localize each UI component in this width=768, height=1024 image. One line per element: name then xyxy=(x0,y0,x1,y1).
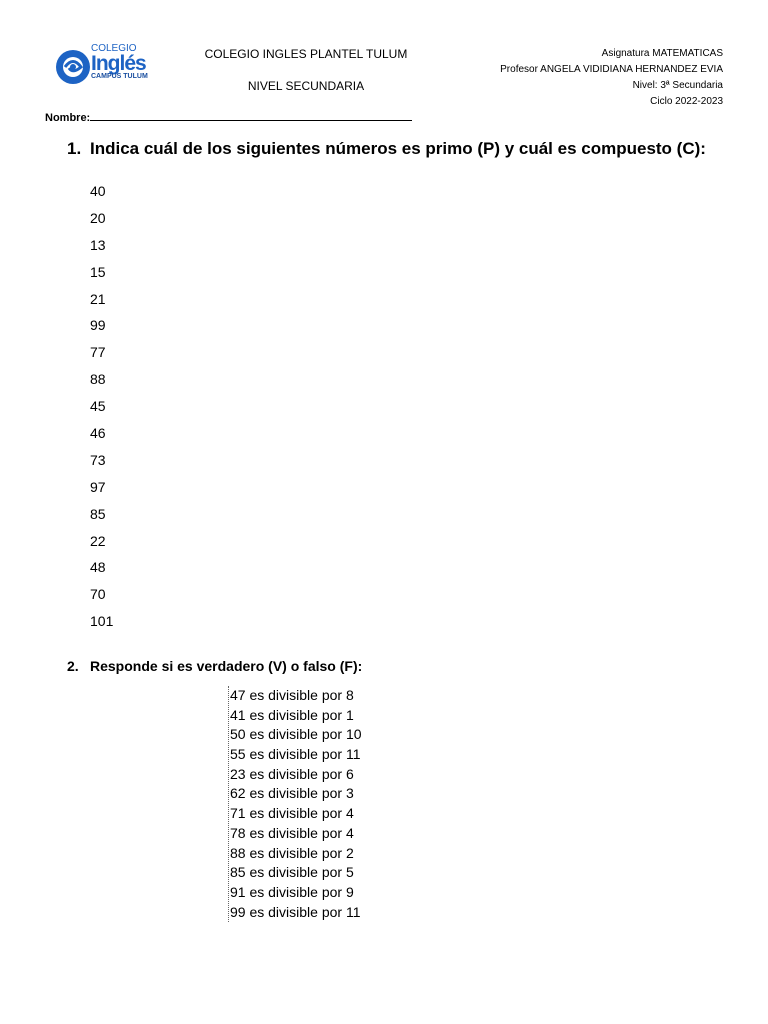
logo-main-text: Inglés xyxy=(91,52,146,75)
name-field xyxy=(45,110,412,124)
list-item: 73 xyxy=(90,451,106,468)
list-item: 85 es divisible por 5 xyxy=(230,864,354,881)
logo-top-text: COLEGIO xyxy=(91,43,137,54)
cycle-line: Ciclo 2022-2023 xyxy=(650,96,723,107)
list-item: 41 es divisible por 1 xyxy=(230,706,354,723)
subject-line: Asignatura MATEMATICAS xyxy=(601,48,723,59)
list-item: 46 xyxy=(90,425,106,442)
list-item: 71 es divisible por 4 xyxy=(230,805,354,822)
list-item: 91 es divisible por 9 xyxy=(230,883,354,900)
list-item: 40 xyxy=(90,183,106,199)
question-1-text: Indica cuál de los siguientes números es primo (P) y cuál es compuesto (C): xyxy=(90,139,706,158)
list-item: 55 es divisible por 11 xyxy=(230,746,361,763)
question-2-text: Responde si es verdadero (V) o falso (F): xyxy=(90,658,363,674)
list-item: 22 xyxy=(90,532,106,549)
teacher-line: Profesor ANGELA VIDIDIANA HERNANDEZ EVIA xyxy=(500,64,723,75)
list-item: 97 xyxy=(90,478,106,495)
name-blank-line[interactable] xyxy=(90,110,412,121)
list-item: 23 es divisible por 6 xyxy=(230,765,354,782)
school-name: COLEGIO INGLES PLANTEL TULUM xyxy=(204,47,408,61)
course-info xyxy=(500,46,723,110)
list-item: 50 es divisible por 10 xyxy=(230,726,362,743)
list-item: 20 xyxy=(90,209,106,226)
question-2-number: 2. xyxy=(67,658,79,674)
list-item: 47 es divisible por 8 xyxy=(230,687,354,703)
question-1-list xyxy=(90,183,113,640)
list-item: 99 xyxy=(90,317,106,334)
logo-bottom-text: CAMPUS TULUM xyxy=(91,73,148,80)
logo-wordmark xyxy=(91,44,151,81)
list-item: 15 xyxy=(90,263,106,280)
list-item: 13 xyxy=(90,236,106,253)
list-item: 62 es divisible por 3 xyxy=(230,785,354,802)
list-item: 48 xyxy=(90,559,106,576)
question-1-number: 1. xyxy=(67,139,82,158)
list-item: 88 es divisible por 2 xyxy=(230,844,354,861)
list-item: 85 xyxy=(90,505,106,522)
school-level: NIVEL SECUNDARIA xyxy=(247,79,365,93)
grade-line: Nivel: 3ª Secundaria xyxy=(632,80,723,91)
list-item: 88 xyxy=(90,371,106,388)
question-2-list xyxy=(228,686,362,922)
list-item: 78 es divisible por 4 xyxy=(230,824,354,841)
list-item: 77 xyxy=(90,344,106,361)
list-item: 45 xyxy=(90,398,106,415)
question-2 xyxy=(67,658,362,674)
list-item: 99 es divisible por 11 xyxy=(230,903,361,920)
name-label: Nombre: xyxy=(45,112,91,124)
list-item: 70 xyxy=(90,586,106,603)
logo-swirl-dot xyxy=(70,64,76,70)
list-item: 101 xyxy=(90,613,114,630)
list-item: 21 xyxy=(90,290,106,307)
question-1 xyxy=(67,138,717,159)
